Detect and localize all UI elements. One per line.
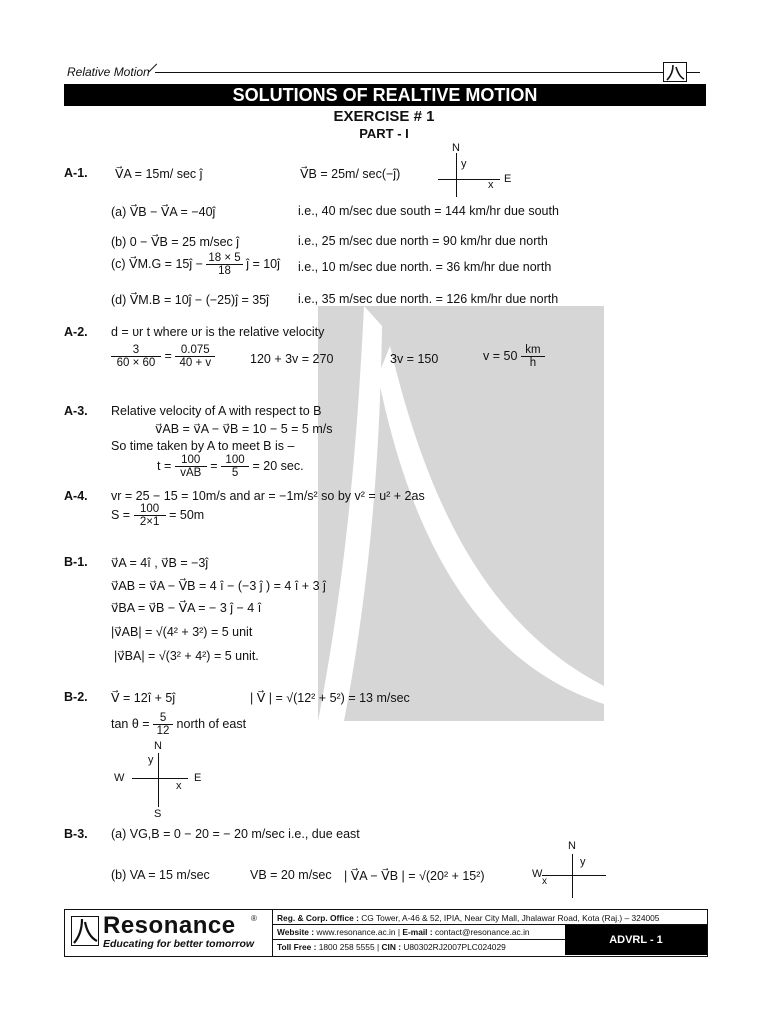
question-label: A-1. [64,166,88,180]
equation: V⃗B = 25m/ sec(−ĵ) [300,167,401,181]
compass-w: W [532,868,543,880]
brand-logo-icon [71,916,99,946]
question-label: B-1. [64,555,88,569]
equation: (b) 0 − V⃗B = 25 m/sec ĵ [111,235,240,249]
equation: VB = 20 m/sec [250,868,332,882]
equation: v⃗BA = v⃗B − V⃗A = − 3 ĵ − 4 î [111,601,262,615]
equation: v = 50 $\frac{km}{h}$ [483,344,545,369]
equation: V⃗A = 15m/ sec ĵ [115,167,203,181]
equation: t = $\frac{100}{\text{vAB}}$ = $\frac{100}{5}$ = 20 sec. [157,454,304,479]
section-label: Relative Motion [67,65,150,79]
equation: |v⃗BA| = √(3² + 4²) = 5 unit. [114,649,259,663]
equation: | V⃗ | = √(12² + 5²) = 13 m/sec [250,691,410,705]
part-heading: PART - I [359,126,409,141]
brand-name: Resonance [103,912,236,939]
compass-diagram [528,840,608,900]
compass-n: N [154,740,162,752]
compass-w: W [114,772,125,784]
compass-x: x [488,179,494,191]
question-label: A-4. [64,489,88,503]
equation: (d) V⃗M.B = 10ĵ − (−25)ĵ = 35ĵ [111,293,269,307]
explanation: i.e., 25 m/sec due north = 90 km/hr due north [298,234,548,248]
exercise-heading: EXERCISE # 1 [333,108,435,125]
compass-n: N [452,142,460,154]
statement: Relative velocity of A with respect to B [111,404,322,418]
explanation: i.e., 40 m/sec due south = 144 km/hr due south [298,204,559,218]
compass-n: N [568,840,576,852]
compass-y: y [148,754,154,766]
watermark-logo [318,306,604,721]
compass-diagram [436,143,526,198]
compass-s: S [154,808,162,820]
equation: $\frac{3}{60 \times 60}$ = $\frac{0.075}{40 + v}$ [111,344,215,369]
watermark-glyph [318,306,604,721]
equation: |v⃗AB| = √(4² + 3²) = 5 unit [111,625,253,639]
compass-e: E [194,772,202,784]
brand-logo [71,914,261,952]
compass-diagram [110,740,210,820]
email-link[interactable]: contact@resonance.ac.in [432,927,530,937]
question-label: B-2. [64,690,88,704]
compass-y: y [461,158,467,170]
equation: tan θ = $\frac{5}{12}$ north of east [111,712,247,737]
question-label: A-2. [64,325,88,339]
website-link[interactable]: www.resonance.ac.in | [314,927,403,937]
equation: V⃗ = 12î + 5ĵ [111,691,176,705]
statement: vr = 25 − 15 = 10m/s and ar = −1m/s² so by v² = u² + 2as [111,489,425,503]
page-title: SOLUTIONS OF REALTIVE MOTION [64,84,706,106]
compass-x: x [176,780,182,792]
equation: v⃗A = 4î , v⃗B = −3ĵ [111,556,209,570]
question-label: A-3. [64,404,88,418]
compass-e: E [504,173,512,185]
equation: | V⃗A − V⃗B | = √(20² + 15²) [344,869,485,883]
header-logo-icon [663,62,687,82]
equation: (c) V⃗M.G = 15ĵ − $\frac{18 \times 5}{18}$ ĵ = 10ĵ [111,252,280,277]
brand-reg: ® [251,914,257,923]
statement: So time taken by A to meet B is – [111,439,295,453]
equation: (b) VA = 15 m/sec [111,868,210,882]
header-divider [155,72,700,73]
compass-y: y [580,856,586,868]
page-code: ADVRL - 1 [565,925,707,955]
brand-tagline: Educating for better tomorrow [103,938,255,950]
statement: d = υr t where υr is the relative velocity [111,325,325,339]
equation: S = $\frac{100}{2\times 1}$ = 50m [111,503,205,528]
explanation: i.e., 35 m/sec due north. = 126 km/hr due north [298,292,559,306]
footer-contact: Reg. & Corp. Office : CG Tower, A-46 & 52, IPIA, Near City Mall, Jhalawar Road, Kota (Raj.) – 324005 Website : www.resonance.ac.in | E-mail : contact@resonance.ac.in Toll Free : 1800 258 5555 | CIN : U80302RJ2007PLC024029 ADVRL - 1 [272,910,707,956]
equation: 120 + 3v = 270 [250,352,334,366]
equation: (a) VG,B = 0 − 20 = − 20 m/sec i.e., due east [111,827,360,841]
equation: 3v = 150 [390,352,439,366]
equation: (a) V⃗B − V⃗A = −40ĵ [111,205,216,219]
explanation: i.e., 10 m/sec due north. = 36 km/hr due north [298,260,552,274]
equation: v⃗AB = v⃗A − v⃗B = 10 − 5 = 5 m/s [155,422,333,436]
compass-x: x [542,876,547,887]
equation: v⃗AB = v⃗A − V⃗B = 4 î − (−3 ĵ ) = 4 î + 3 ĵ [111,579,326,593]
page-footer [64,909,708,957]
question-label: B-3. [64,827,88,841]
